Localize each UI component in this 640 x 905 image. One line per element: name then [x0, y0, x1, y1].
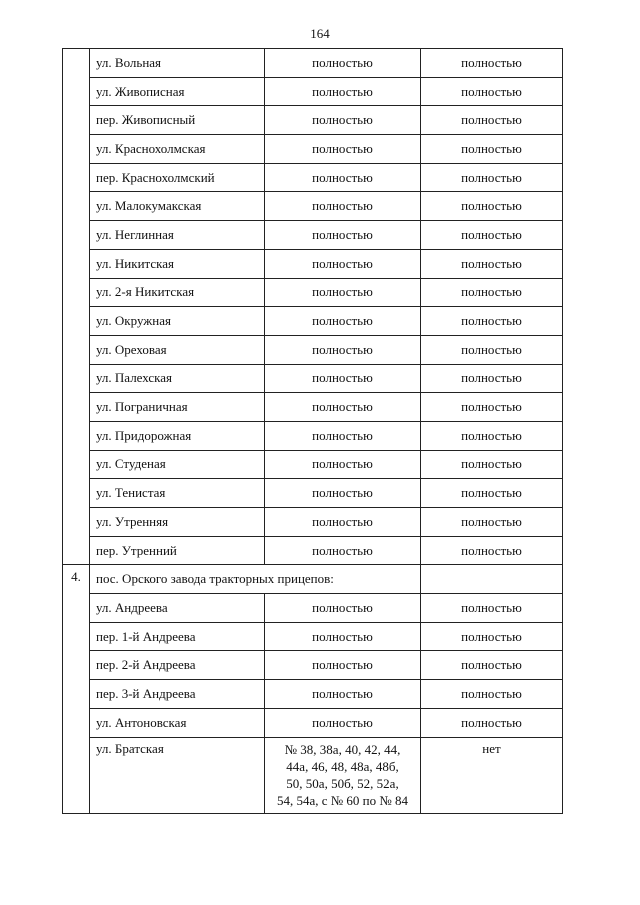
coverage-cell: полностью: [265, 335, 421, 364]
section-title-cell: пос. Орского завода тракторных прицепов:: [90, 565, 421, 594]
streets-table: [62, 48, 563, 814]
table-row: [63, 221, 563, 250]
table-row: [63, 106, 563, 135]
street-name-cell: ул. Придорожная: [90, 421, 265, 450]
empty-cell: [421, 565, 563, 594]
street-name-cell: пер. Живописный: [90, 106, 265, 135]
street-name-cell: ул. Тенистая: [90, 479, 265, 508]
coverage-cell: полностью: [421, 393, 563, 422]
street-name-cell: ул. Вольная: [90, 49, 265, 78]
street-name-cell: пер. Утренний: [90, 536, 265, 565]
coverage-cell: полностью: [265, 49, 421, 78]
coverage-cell: полностью: [421, 106, 563, 135]
house-numbers-line: № 38, 38а, 40, 42, 44,: [284, 741, 401, 757]
table-row: [63, 307, 563, 336]
coverage-cell: полностью: [265, 163, 421, 192]
street-name-cell: ул. Андреева: [90, 594, 265, 623]
table-row: [63, 651, 563, 680]
street-name-cell: ул. Палехская: [90, 364, 265, 393]
street-name-cell: пер. 1-й Андреева: [90, 622, 265, 651]
coverage-cell: полностью: [421, 192, 563, 221]
coverage-cell: полностью: [265, 594, 421, 623]
table-row: [63, 364, 563, 393]
coverage-cell: полностью: [265, 536, 421, 565]
page-number: 164: [310, 26, 330, 41]
street-name-cell: ул. Антоновская: [90, 708, 265, 737]
coverage-cell: полностью: [421, 163, 563, 192]
table-row: [63, 622, 563, 651]
table-row: [63, 163, 563, 192]
house-numbers-line: 54, 54а, с № 60 по № 84: [276, 792, 409, 808]
coverage-cell: полностью: [265, 278, 421, 307]
table-row: [63, 393, 563, 422]
coverage-cell: полностью: [265, 708, 421, 737]
street-name-cell: ул. Неглинная: [90, 221, 265, 250]
table-row: [63, 421, 563, 450]
coverage-cell: полностью: [421, 335, 563, 364]
street-name-cell: ул. Краснохолмская: [90, 135, 265, 164]
table-row: [63, 594, 563, 623]
coverage-cell: полностью: [421, 622, 563, 651]
coverage-cell: полностью: [421, 135, 563, 164]
coverage-cell: полностью: [421, 364, 563, 393]
street-name-cell: ул. Малокумакская: [90, 192, 265, 221]
street-name-cell: пер. 2-й Андреева: [90, 651, 265, 680]
table-row: [63, 737, 563, 813]
table-row: [63, 536, 563, 565]
coverage-cell: полностью: [421, 450, 563, 479]
section-number-cell: [63, 49, 90, 565]
street-name-cell: ул. 2-я Никитская: [90, 278, 265, 307]
table-row: [63, 708, 563, 737]
coverage-cell: полностью: [421, 536, 563, 565]
table-row: [63, 479, 563, 508]
house-numbers-line: 44а, 46, 48, 48а, 48б,: [286, 758, 399, 774]
coverage-cell: полностью: [265, 221, 421, 250]
street-name-cell: ул. Никитская: [90, 249, 265, 278]
coverage-cell: полностью: [265, 77, 421, 106]
coverage-cell: полностью: [421, 77, 563, 106]
coverage-cell: полностью: [421, 49, 563, 78]
coverage-cell: полностью: [265, 421, 421, 450]
coverage-cell: нет: [421, 737, 563, 813]
coverage-cell: полностью: [421, 307, 563, 336]
section-header-row: [63, 565, 563, 594]
coverage-cell: полностью: [265, 680, 421, 709]
street-name-cell: ул. Ореховая: [90, 335, 265, 364]
coverage-cell: полностью: [265, 393, 421, 422]
street-name-cell: ул. Пограничная: [90, 393, 265, 422]
table-row: [63, 49, 563, 78]
coverage-cell: полностью: [421, 479, 563, 508]
coverage-cell: полностью: [265, 508, 421, 537]
table-row: [63, 249, 563, 278]
coverage-cell: полностью: [421, 508, 563, 537]
section-number-cell: 4.: [63, 565, 90, 813]
table-row: [63, 508, 563, 537]
street-name-cell: пер. 3-й Андреева: [90, 680, 265, 709]
street-name-cell: ул. Утренняя: [90, 508, 265, 537]
table-row: [63, 335, 563, 364]
street-name-cell: пер. Краснохолмский: [90, 163, 265, 192]
coverage-cell: полностью: [265, 651, 421, 680]
table-row: [63, 450, 563, 479]
coverage-cell: полностью: [265, 364, 421, 393]
coverage-cell: полностью: [421, 221, 563, 250]
house-numbers-cell: [265, 737, 421, 813]
coverage-cell: полностью: [265, 135, 421, 164]
coverage-cell: полностью: [421, 651, 563, 680]
coverage-cell: полностью: [265, 106, 421, 135]
coverage-cell: полностью: [421, 421, 563, 450]
coverage-cell: полностью: [421, 594, 563, 623]
house-numbers-line: 50, 50а, 50б, 52, 52а,: [286, 775, 399, 791]
street-name-cell: ул. Братская: [90, 737, 265, 813]
table-row: [63, 135, 563, 164]
coverage-cell: полностью: [421, 680, 563, 709]
table-row: [63, 77, 563, 106]
coverage-cell: полностью: [265, 192, 421, 221]
street-name-cell: ул. Студеная: [90, 450, 265, 479]
street-name-cell: ул. Окружная: [90, 307, 265, 336]
coverage-cell: полностью: [265, 479, 421, 508]
coverage-cell: полностью: [265, 622, 421, 651]
coverage-cell: полностью: [421, 708, 563, 737]
coverage-cell: полностью: [265, 450, 421, 479]
street-name-cell: ул. Живописная: [90, 77, 265, 106]
table-row: [63, 278, 563, 307]
coverage-cell: полностью: [421, 278, 563, 307]
table-row: [63, 192, 563, 221]
coverage-cell: полностью: [265, 307, 421, 336]
table-row: [63, 680, 563, 709]
coverage-cell: полностью: [421, 249, 563, 278]
coverage-cell: полностью: [265, 249, 421, 278]
